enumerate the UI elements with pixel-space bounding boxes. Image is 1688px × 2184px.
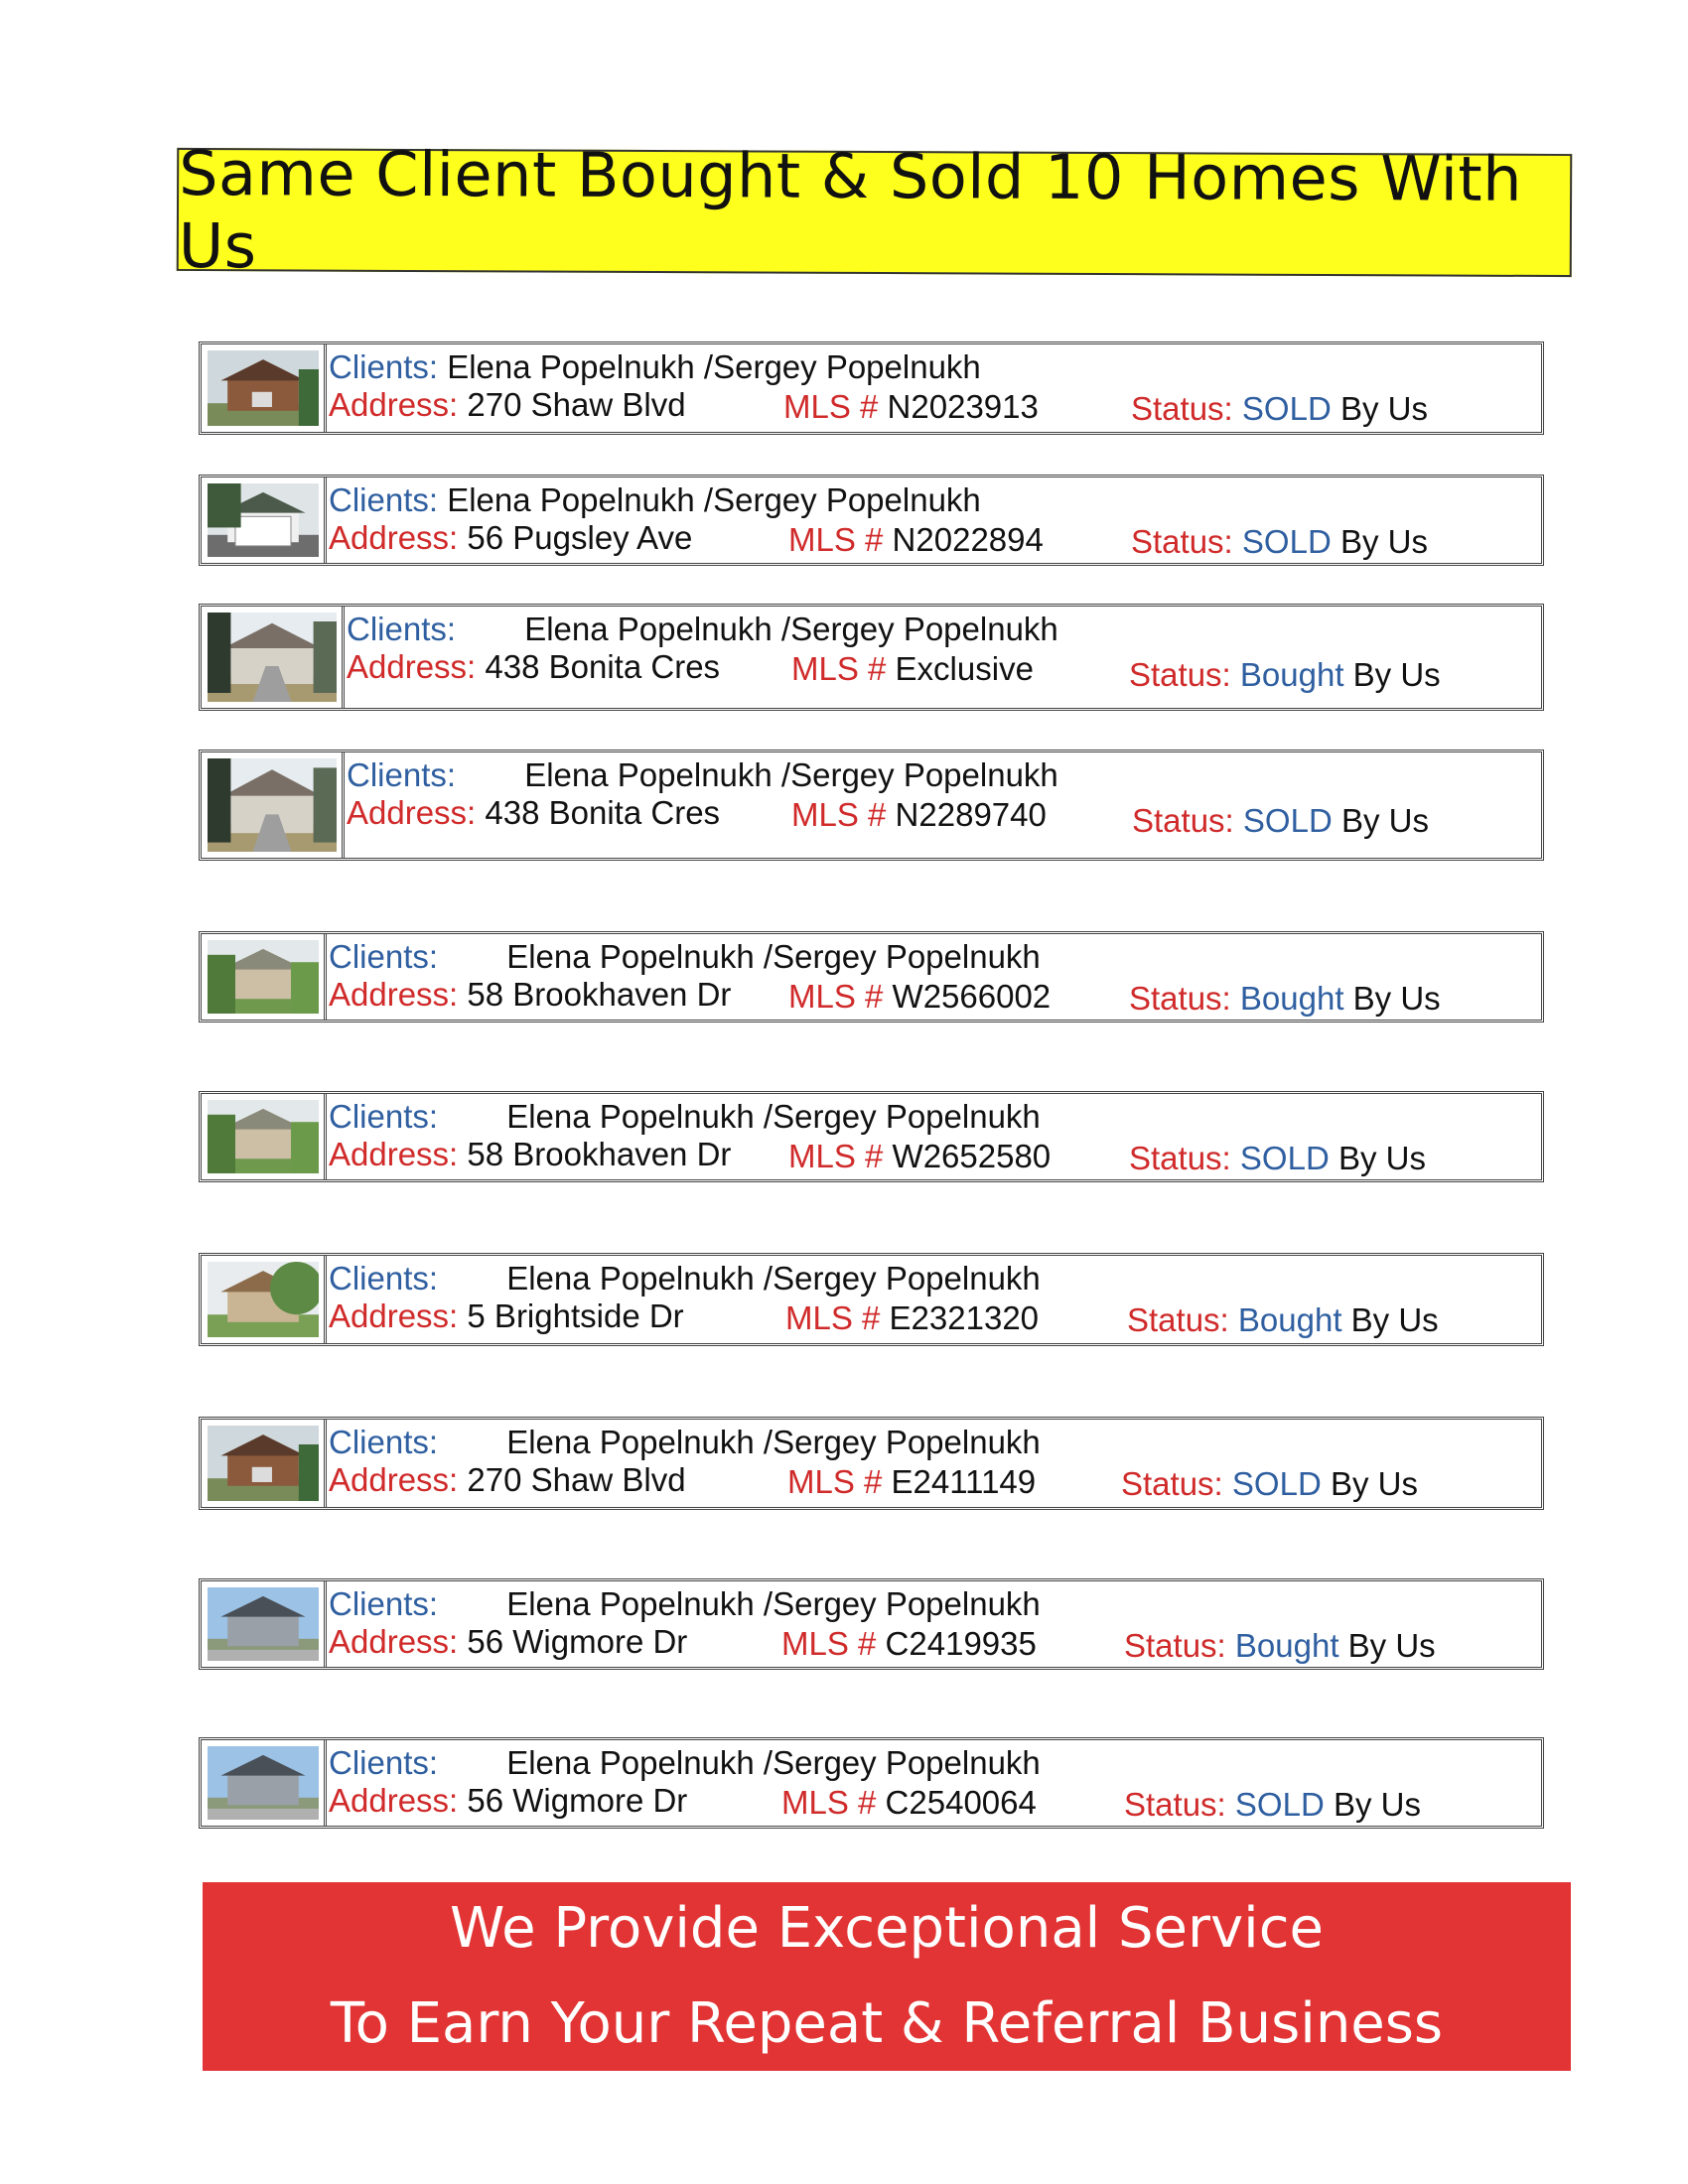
status-group: [1131, 523, 1428, 561]
house-bungalow-photo: [202, 1740, 327, 1826]
address-value: 58 Brookhaven Dr: [467, 1136, 732, 1172]
address-line: [329, 1782, 687, 1820]
address-label: Address:: [329, 1623, 459, 1660]
listing-info: [327, 1740, 1541, 1826]
by-us-text: By Us: [1333, 1786, 1421, 1823]
house-garden-photo: [202, 1094, 327, 1179]
mls-label: MLS #: [785, 1299, 881, 1336]
clients-line: [329, 1424, 1041, 1461]
mls-value: E2411149: [891, 1463, 1037, 1500]
by-us-text: By Us: [1339, 523, 1428, 560]
clients-value: Elena Popelnukh /Sergey Popelnukh: [447, 348, 981, 385]
status-group: [1129, 980, 1441, 1018]
by-us-text: By Us: [1347, 1627, 1436, 1664]
clients-label: Clients:: [329, 481, 439, 518]
house-bungalow-photo: [202, 1581, 327, 1667]
clients-line: [329, 1260, 1041, 1297]
header-banner: [177, 136, 1573, 283]
by-us-text: By Us: [1330, 1465, 1418, 1502]
by-us-text: By Us: [1352, 656, 1441, 693]
mls-group: [783, 388, 1039, 426]
clients-label: Clients:: [347, 756, 457, 793]
address-value: 58 Brookhaven Dr: [467, 976, 732, 1013]
house-trees-photo: [202, 1256, 327, 1343]
status-value: SOLD: [1234, 1786, 1325, 1823]
by-us-text: By Us: [1350, 1301, 1439, 1338]
footer-line-2: To Earn Your Repeat & Referral Business: [330, 1991, 1444, 2056]
footer-line-1: We Provide Exceptional Service: [450, 1896, 1324, 1961]
mls-value: N2022894: [892, 521, 1044, 558]
status-value: SOLD: [1231, 1465, 1322, 1502]
mls-group: [785, 1299, 1039, 1337]
clients-label: Clients:: [329, 1424, 439, 1460]
house-driveway-photo: [202, 607, 345, 708]
by-us-text: By Us: [1352, 980, 1441, 1017]
listing-row: [199, 1417, 1544, 1510]
clients-line: [329, 1744, 1041, 1782]
status-group: [1124, 1786, 1421, 1824]
status-label: Status:: [1121, 1465, 1223, 1502]
status-value: Bought: [1239, 656, 1344, 693]
status-label: Status:: [1124, 1627, 1226, 1664]
mls-group: [791, 650, 1034, 688]
clients-value: Elena Popelnukh /Sergey Popelnukh: [524, 611, 1058, 647]
address-line: [329, 1136, 731, 1173]
clients-label: Clients:: [329, 1260, 439, 1297]
listing-info: [327, 1581, 1541, 1667]
mls-label: MLS #: [781, 1784, 877, 1821]
address-line: [329, 976, 731, 1014]
status-label: Status:: [1129, 980, 1231, 1017]
clients-line: [347, 756, 1058, 794]
status-value: Bought: [1237, 1301, 1342, 1338]
address-line: [329, 386, 686, 424]
address-label: Address:: [329, 1136, 459, 1172]
listing-info: [327, 478, 1541, 563]
clients-line: [329, 1098, 1041, 1136]
mls-group: [788, 978, 1051, 1016]
listing-row: [199, 1578, 1544, 1670]
clients-label: Clients:: [329, 1744, 439, 1781]
mls-label: MLS #: [788, 978, 884, 1015]
mls-group: [787, 1463, 1036, 1501]
by-us-text: By Us: [1337, 1140, 1426, 1176]
status-value: SOLD: [1242, 802, 1333, 839]
listing-info: [327, 344, 1541, 432]
status-group: [1127, 1301, 1439, 1339]
clients-value: Elena Popelnukh /Sergey Popelnukh: [506, 1585, 1041, 1622]
status-label: Status:: [1127, 1301, 1229, 1338]
address-label: Address:: [329, 519, 459, 556]
clients-label: Clients:: [329, 1585, 439, 1622]
address-line: [329, 1623, 687, 1661]
address-value: 270 Shaw Blvd: [467, 386, 686, 423]
mls-value: C2540064: [885, 1784, 1037, 1821]
address-value: 438 Bonita Cres: [485, 794, 721, 831]
mls-value: N2289740: [895, 796, 1047, 833]
mls-label: MLS #: [783, 388, 879, 425]
address-line: [347, 648, 720, 686]
mls-value: N2023913: [887, 388, 1039, 425]
status-label: Status:: [1124, 1786, 1226, 1823]
mls-value: W2652580: [892, 1138, 1052, 1174]
mls-group: [788, 521, 1044, 559]
clients-line: [329, 348, 981, 386]
mls-group: [781, 1625, 1037, 1663]
mls-label: MLS #: [791, 650, 887, 687]
address-label: Address:: [347, 648, 477, 685]
listing-row: [199, 1253, 1544, 1346]
address-label: Address:: [329, 1297, 459, 1334]
footer-banner: [203, 1882, 1571, 2071]
listing-row: [199, 475, 1544, 566]
mls-value: E2321320: [889, 1299, 1040, 1336]
address-line: [329, 1461, 686, 1499]
clients-value: Elena Popelnukh /Sergey Popelnukh: [524, 756, 1058, 793]
mls-label: MLS #: [791, 796, 887, 833]
by-us-text: By Us: [1339, 390, 1428, 427]
page-title: Same Client Bought & Sold 10 Homes With Us: [178, 136, 1523, 283]
listing-info: [327, 934, 1541, 1020]
listing-info: [327, 1420, 1541, 1507]
mls-group: [781, 1784, 1037, 1822]
status-group: [1131, 390, 1428, 428]
clients-label: Clients:: [329, 938, 439, 975]
listing-row: [199, 750, 1544, 861]
house-brick-photo: [202, 344, 327, 432]
clients-value: Elena Popelnukh /Sergey Popelnukh: [506, 1744, 1041, 1781]
clients-value: Elena Popelnukh /Sergey Popelnukh: [506, 1424, 1041, 1460]
address-value: 56 Wigmore Dr: [467, 1782, 688, 1819]
clients-line: [329, 1585, 1041, 1623]
clients-value: Elena Popelnukh /Sergey Popelnukh: [506, 1098, 1041, 1135]
clients-line: [329, 938, 1041, 976]
mls-label: MLS #: [787, 1463, 883, 1500]
mls-value: W2566002: [892, 978, 1052, 1015]
listing-row: [199, 1091, 1544, 1182]
address-value: 438 Bonita Cres: [485, 648, 721, 685]
address-label: Address:: [329, 1461, 459, 1498]
address-value: 56 Pugsley Ave: [467, 519, 693, 556]
status-value: Bought: [1239, 980, 1344, 1017]
address-value: 5 Brightside Dr: [467, 1297, 684, 1334]
status-group: [1132, 802, 1429, 840]
clients-label: Clients:: [329, 348, 439, 385]
status-value: SOLD: [1241, 523, 1332, 560]
clients-value: Elena Popelnukh /Sergey Popelnukh: [447, 481, 981, 518]
status-label: Status:: [1132, 802, 1234, 839]
address-line: [329, 1297, 684, 1335]
mls-group: [788, 1138, 1051, 1175]
address-label: Address:: [329, 386, 459, 423]
status-label: Status:: [1131, 390, 1233, 427]
status-group: [1121, 1465, 1418, 1503]
address-line: [347, 794, 720, 832]
address-value: 56 Wigmore Dr: [467, 1623, 688, 1660]
status-value: SOLD: [1239, 1140, 1330, 1176]
status-label: Status:: [1129, 656, 1231, 693]
mls-label: MLS #: [788, 521, 884, 558]
clients-line: [347, 611, 1058, 648]
status-label: Status:: [1131, 523, 1233, 560]
address-value: 270 Shaw Blvd: [467, 1461, 686, 1498]
mls-value: C2419935: [885, 1625, 1037, 1662]
listing-row: [199, 341, 1544, 435]
house-driveway-photo: [202, 752, 345, 858]
clients-value: Elena Popelnukh /Sergey Popelnukh: [506, 938, 1041, 975]
mls-group: [791, 796, 1047, 834]
mls-label: MLS #: [788, 1138, 884, 1174]
clients-line: [329, 481, 981, 519]
listing-row: [199, 931, 1544, 1023]
address-line: [329, 519, 692, 557]
status-group: [1124, 1627, 1436, 1665]
status-label: Status:: [1129, 1140, 1231, 1176]
listing-row: [199, 1737, 1544, 1829]
listing-info: [345, 607, 1541, 708]
mls-label: MLS #: [781, 1625, 877, 1662]
status-group: [1129, 1140, 1426, 1177]
listing-info: [327, 1256, 1541, 1343]
house-garden-photo: [202, 934, 327, 1020]
clients-label: Clients:: [329, 1098, 439, 1135]
listing-info: [327, 1094, 1541, 1179]
by-us-text: By Us: [1340, 802, 1429, 839]
house-brick-photo: [202, 1420, 327, 1507]
address-label: Address:: [347, 794, 477, 831]
listing-info: [345, 752, 1541, 858]
clients-value: Elena Popelnukh /Sergey Popelnukh: [506, 1260, 1041, 1297]
address-label: Address:: [329, 1782, 459, 1819]
clients-label: Clients:: [347, 611, 457, 647]
address-label: Address:: [329, 976, 459, 1013]
listing-row: [199, 604, 1544, 711]
mls-value: Exclusive: [895, 650, 1034, 687]
status-value: SOLD: [1241, 390, 1332, 427]
status-group: [1129, 656, 1441, 694]
status-value: Bought: [1234, 1627, 1339, 1664]
house-garage-photo: [202, 478, 327, 563]
